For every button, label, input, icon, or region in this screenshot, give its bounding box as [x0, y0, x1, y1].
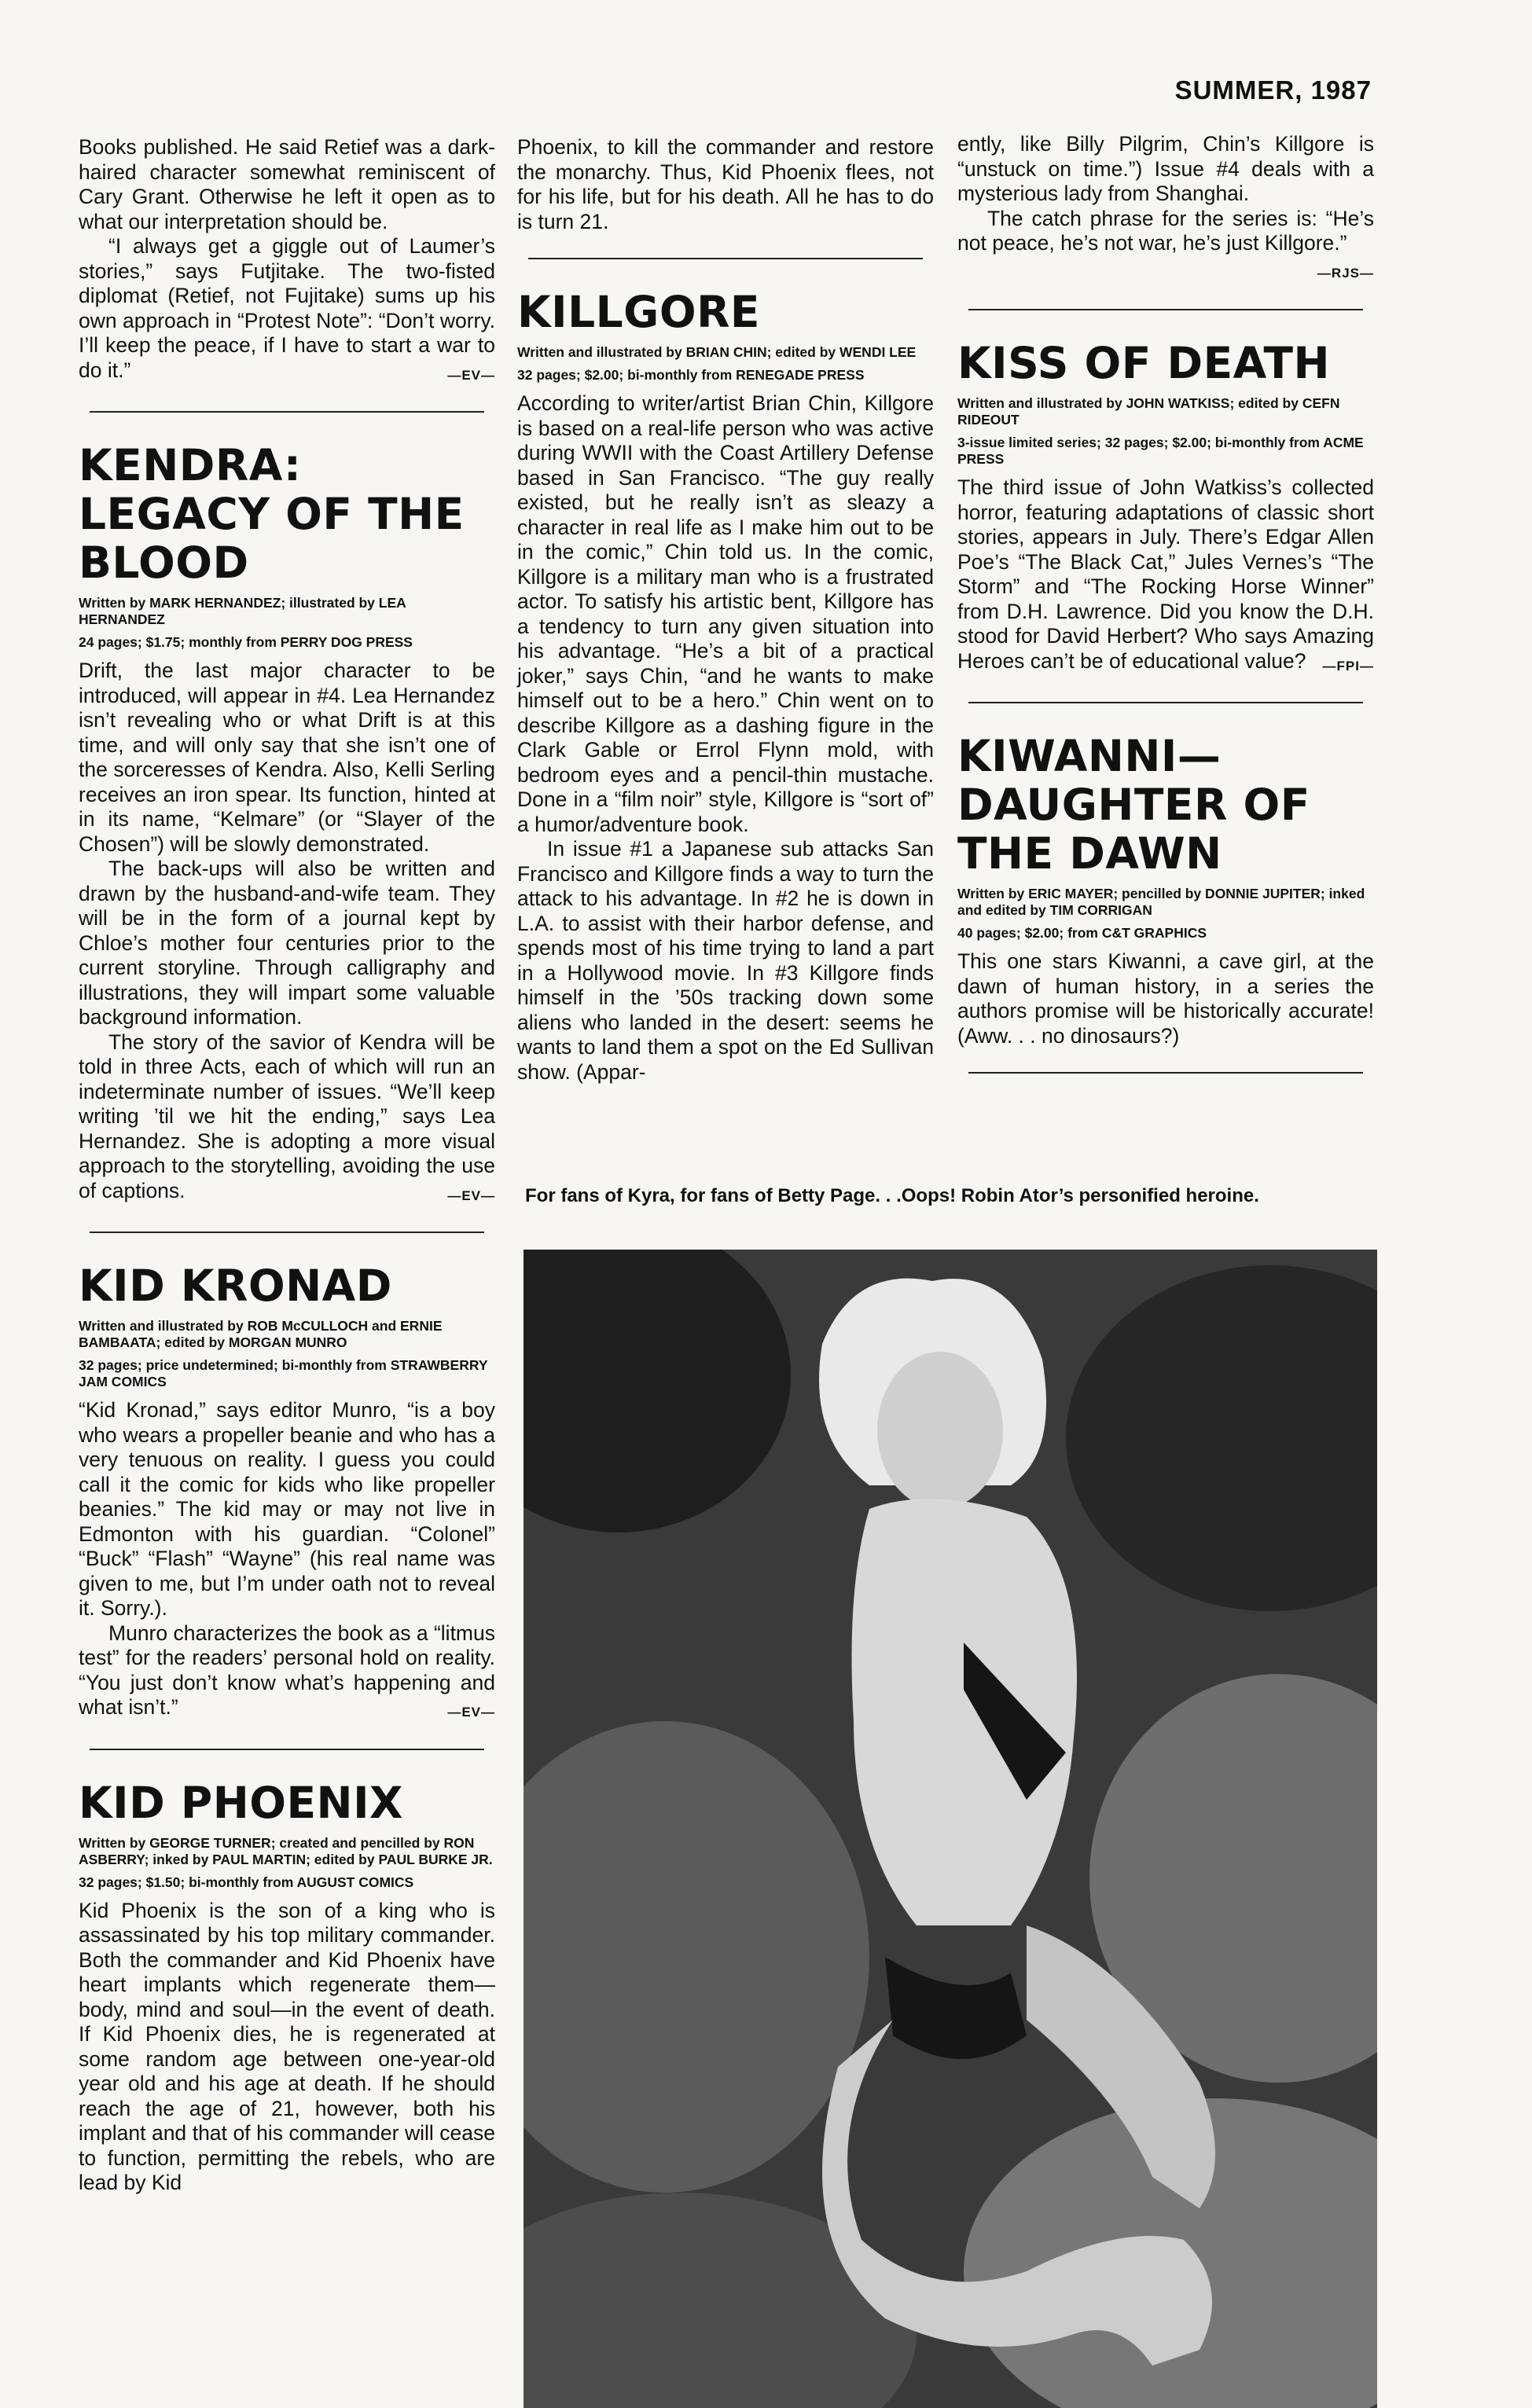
section-divider: [968, 702, 1363, 703]
article-paragraph: The back-ups will also be written and drawn by the husband-and-wife team. They will be in the form of a journal kept by Chloe’s mother four centuries prior to the current storyline. Through calligraphy and illustrations, they will impart some valuable background information.: [79, 857, 495, 1029]
article-paragraph: Drift, the last major character to be introduced, will appear in #4. Lea Hernandez isn’t revealing who or what Drift is at this time, and will only say that she isn’t one of the sorceresses of Kendra. Also, Kelli Serling receives an iron spear. Its function, hinted at in its name, “Kelmare” (or “Slayer of the Chosen”) will be slowly demonstrated.: [79, 659, 495, 856]
article-title-kid-phoenix: KID PHOENIX: [79, 1777, 403, 1828]
section-divider: [528, 258, 923, 259]
publication-info: 40 pages; $2.00; from C&T GRAPHICS: [957, 925, 1207, 941]
section-divider: [968, 309, 1363, 310]
article-text: The third issue of John Watkiss’s collected horror, featuring adaptations of classic short stories, appears in July. There’s Edgar Allen Poe’s “The Black Cat,” Jules Vernes’s “The Storm” and “The Rocking Horse Winner” from D.H. Lawrence. Did you know the D.H. stood for David Herbert? Who says Amazing Heroes can’t be of educational value?: [957, 475, 1374, 673]
article-paragraph: [79, 1030, 495, 1204]
intro-text: “I always get a giggle out of Laumer’s stories,” says Futjitake. The two-fisted diplomat (Retief, not Fujitake) sums up his own approach in “Protest Note”: “Don’t worry. I’ll keep the peace, if I have to start a war to do it.”: [79, 234, 495, 382]
article-title-kid-kronad: KID KRONAD: [79, 1261, 392, 1311]
author-signature: —EV—: [447, 1705, 495, 1720]
article-paragraph: This one stars Kiwanni, a cave girl, at the dawn of human history, in a series the authors promise will be historically accurate! (Aww. . . no dinosaurs?): [957, 949, 1374, 1048]
article-title-kiwanni: KIWANNI— DAUGHTER OF THE DAWN: [957, 731, 1310, 879]
section-divider: [90, 411, 484, 413]
intro-paragraph: Phoenix, to kill the commander and restore the monarchy. Thus, Kid Phoenix flees, not for his life, but for his death. All he has to do is turn 21.: [517, 135, 934, 233]
credit-line: Written by MARK HERNANDEZ; illustrated by LEA HERNANDEZ: [79, 595, 406, 627]
credit-line: Written by GEORGE TURNER; created and pencilled by RON ASBERRY; inked by PAUL MARTIN; edited by PAUL BURKE JR.: [79, 1834, 493, 1867]
issue-date: SUMMER, 1987: [1174, 75, 1372, 105]
publication-info: 32 pages; $2.00; bi-monthly from RENEGADE PRESS: [517, 367, 865, 383]
credit-line: Written and illustrated by JOHN WATKISS; edited by CEFN RIDEOUT: [957, 395, 1340, 428]
article-paragraph: [957, 475, 1374, 674]
article-paragraph: Kid Phoenix is the son of a king who is assassinated by his top military commander. Both the commander and Kid Phoenix have heart implants which regenerate them—body, mind and soul—in the event of death. If Kid Phoenix dies, he is regenerated at some random age between one-year-old year old and his age at death. If he should reach the age of 21, however, both his implant and that of his commander will cease to function, permitting the rebels, who are lead by Kid: [79, 1898, 495, 2194]
intro-paragraph: [957, 206, 1374, 281]
article-paragraph: “Kid Kronad,” says editor Munro, “is a boy who wears a propeller beanie and who has a very tenuous on reality. I guess you could call it the comic for kids who like propeller beanies.” The kid may or may not live in Edmonton with his guardian. “Colonel” “Buck” “Flash” “Wayne” (his real name was given to me, but I’m under oath not to reveal it. Sorry.).: [79, 1398, 495, 1620]
author-signature: —EV—: [447, 367, 495, 383]
article-text: The story of the savior of Kendra will be told in three Acts, each of which will run an indeterminate number of issues. “We’ll keep writing ’til we hit the ending,” says Lea Hernandez. She is adopting a more visual approach to the storytelling, avoiding the use of captions.: [79, 1030, 495, 1202]
section-divider: [90, 1232, 484, 1233]
publication-info: 24 pages; $1.75; monthly from PERRY DOG PRESS: [79, 634, 413, 650]
article-paragraph: According to writer/artist Brian Chin, Killgore is based on a real-life person who was active during WWII with the Coast Artillery Defense based in San Francisco. “The guy really existed, but he really isn’t as sleazy a character in real life as I make him out to be in the comic,” Chin told us. In the comic, Killgore is a military man who is a frustrated actor. To satisfy his artistic bent, Killgore has a tendency to turn any given situation into his advantage. “He’s a bit of a practical joker,” says Chin, “and he wants to make himself out to be a hero.” Chin went on to describe Killgore as a dashing figure in the Clark Gable or Errol Flynn mold, with bedroom eyes and a pencil-thin mustache. Done in a “film noir” style, Killgore is “sort of” a humor/adventure book.: [517, 391, 934, 836]
column-2: [517, 135, 934, 1085]
publication-info: 32 pages; price undetermined; bi-monthly from STRAWBERRY JAM COMICS: [79, 1357, 488, 1389]
column-1: [79, 135, 495, 2196]
article-title-killgore: KILLGORE: [517, 287, 760, 337]
publication-info: 32 pages; $1.50; bi-monthly from AUGUST COMICS: [79, 1874, 414, 1890]
article-text: Munro characterizes the book as a “litmus test” for the readers’ personal hold on reality. “You just don’t know what’s happening and what isn’t.”: [79, 1621, 495, 1719]
author-signature: —EV—: [447, 1187, 495, 1203]
article-paragraph: In issue #1 a Japanese sub attacks San Francisco and Killgore finds a way to turn the attack to his advantage. In #2 he is down in L.A. to assist with their harbor defense, and spends most of his time trying to land a part in a Hollywood movie. In #3 Killgore finds himself in the ’50s tracking down some aliens who landed in the desert: seems he wants to land them a spot on the Ed Sullivan show. (Appar-: [517, 837, 934, 1084]
author-signature: —RJS—: [1317, 265, 1374, 281]
intro-text: The catch phrase for the series is: “He’s not peace, he’s not war, he’s just Killgore.”: [957, 206, 1374, 255]
section-divider: [968, 1072, 1363, 1074]
intro-paragraph: [79, 234, 495, 383]
credit-line: Written and illustrated by ROB McCULLOCH and ERNIE BAMBAATA; edited by MORGAN MUNRO: [79, 1318, 443, 1350]
author-signature: —FPI—: [1322, 658, 1374, 674]
photo-illustration: [524, 1250, 1377, 2408]
column-3: [957, 132, 1374, 1102]
article-title-kendra: KENDRA: LEGACY OF THE BLOOD: [79, 440, 465, 588]
intro-paragraph: Books published. He said Retief was a dark-haired character somewhat reminiscent of Cary Grant. Otherwise he left it open as to what our interpretation should be.: [79, 135, 495, 233]
publication-info: 3-issue limited series; 32 pages; $2.00; bi-monthly from ACME PRESS: [957, 435, 1364, 467]
section-divider: [90, 1749, 484, 1750]
article-paragraph: [79, 1621, 495, 1720]
article-title-kiss-of-death: KISS OF DEATH: [957, 338, 1331, 388]
credit-line: Written and illustrated by BRIAN CHIN; edited by WENDI LEE: [517, 344, 917, 360]
intro-paragraph: ently, like Billy Pilgrim, Chin’s Killgore is “unstuck on time.”) Issue #4 deals with a mysterious lady from Shanghai.: [957, 132, 1374, 205]
heroine-photo: [524, 1250, 1377, 2408]
credit-line: Written by ERIC MAYER; pencilled by DONNIE JUPITER; inked and edited by TIM CORRIGAN: [957, 886, 1365, 918]
photo-caption: For fans of Kyra, for fans of Betty Page. . .Oops! Robin Ator’s personified heroine.: [525, 1185, 1259, 1206]
